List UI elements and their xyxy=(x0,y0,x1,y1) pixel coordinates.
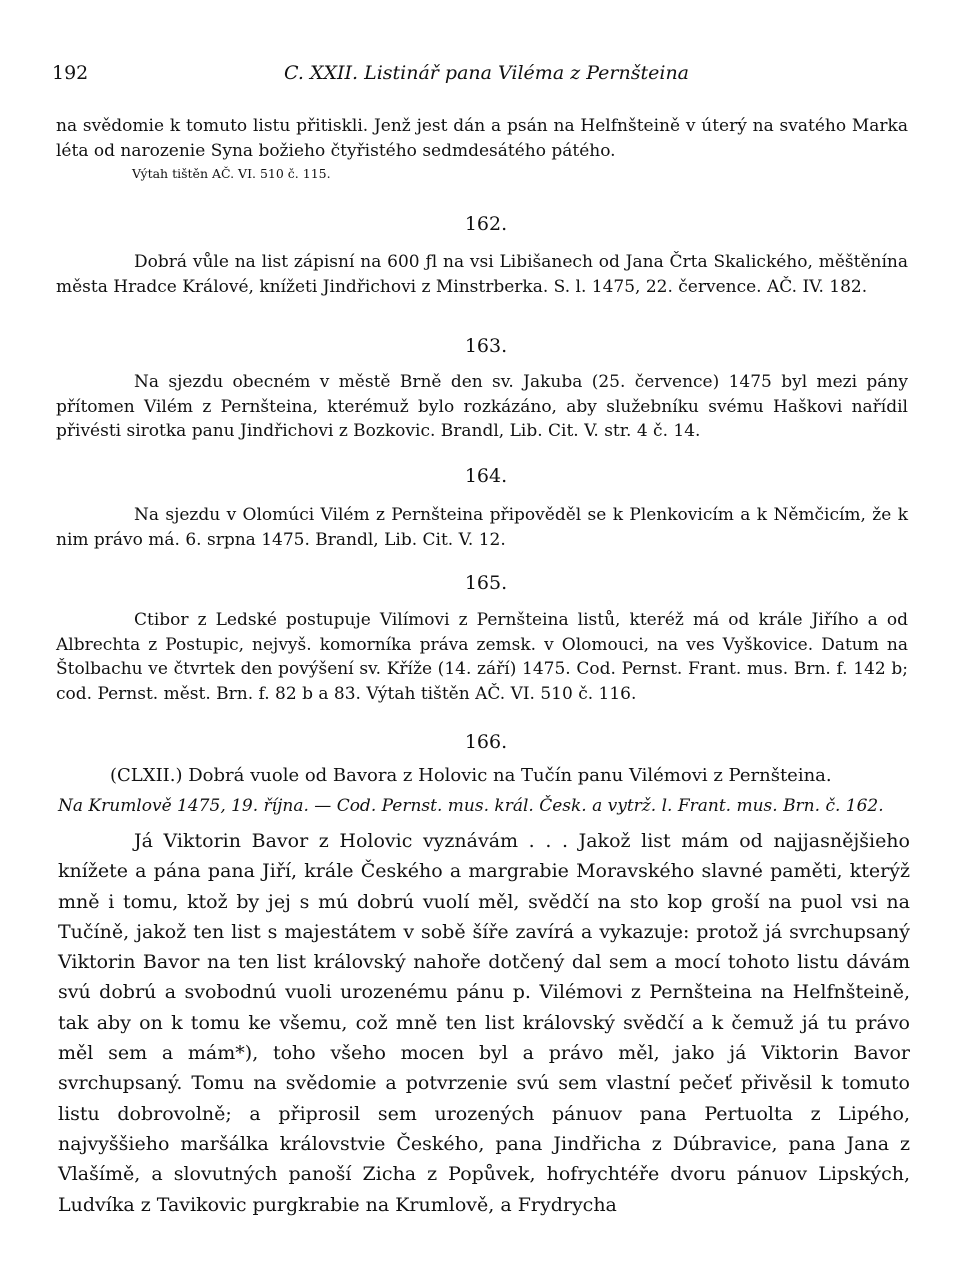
charter-text: Já Viktorin Bavor z Holovic vyznávám . . . Jakož list mám od najjasnějšieho knížete a pána pana Jiří, krále Českého a margrabie Moravského slavné paměti, kterýž mně i tomu, ktož by jej s mú dobrú vuolí měl, svědčí na sto kop groší na puol vsi na Tučíně, jakož ten list s majestátem v sobě šíře zavírá a vykazuje: protož já svrchupsaný Viktorin Bavor na ten list královský nahoře dotčený dal sem a mocí tohoto listu dávám svú dobrú a svobodnú vuoli urozenému pánu p. Vilémovi z Pernšteina na Helfnšteině, tak aby on k tomu ke všemu, což mně ten list královský svědčí a k čemuž já tu právo měl sem a mám*), toho všeho mocen byl a právo měl, jako já Viktorin Bavor svrchupsaný. Tomu na svědomie a potvrzenie svú sem vlastní pečeť přivěsil k tomuto listu dobrovolně; a připrosil sem urozených pánuov pana Pertuolta z Lipého, najvyššieho maršálka královstvie Českého, pana Jindřicha z Dúbravice, pana Jana z Vlašímě, a slovutných panoší Zicha z Popůvek, hofrychtéře dvoru pánuov Lipských, Ludvíka z Tavikovic purgkrabie na Krumlově, a Frydrycha xyxy=(58,830,910,1216)
running-title: C. XXII. Listinář pana Viléma z Pernšteina xyxy=(284,62,690,84)
entry-text: Na sjezdu v Olomúci Vilém z Pernšteina připověděl se k Plenkovicím a k Němčicím, že k nim právo má. 6. srpna 1475. Brandl, Lib. Cit. V. 12. xyxy=(56,505,908,550)
entry-note: Výtah tištěn AČ. VI. 510 č. 115. xyxy=(132,166,331,181)
entry-166 xyxy=(58,763,910,1220)
entry-number: 162. xyxy=(464,213,508,235)
entry-165 xyxy=(56,608,908,706)
entry-source: Na Krumlově 1475, 19. října. — Cod. Pernst. mus. král. Česk. a vytrž. l. Frant. mus. Brn. č. 162. xyxy=(58,796,884,816)
entry-text: Dobrá vůle na list zápisní na 600 ƒl na vsi Libišanech od Jana Črta Skalického, měštěnína města Hradce Králové, knížeti Jindřichovi z Minstrberka. S. l. 1475, 22. července. AČ. IV. 182. xyxy=(56,252,908,297)
entry-text: na svědomie k tomuto listu přitiskli. Jenž jest dán a psán na Helfnšteině v úterý na svatého Marka léta od narozenie Syna božieho čtyřistého sedmdesátého pátého. xyxy=(56,116,908,161)
entry-text: Ctibor z Ledské postupuje Vilímovi z Pernšteina listů, kteréž má od krále Jiřího a od Albrechta z Postupic, nejvyš. komorníka práva zemsk. v Olomouci, na ves Vyškovice. Datum na Štolbachu ve čtvrtek den povýšení sv. Kříže (14. září) 1475. Cod. Pernst. Frant. mus. Brn. f. 142 b; cod. Pernst. měst. Brn. f. 82 b a 83. Výtah tištěn AČ. VI. 510 č. 116. xyxy=(56,610,908,704)
page-header xyxy=(52,62,910,90)
entry-164 xyxy=(56,503,908,552)
entry-text: Na sjezdu obecném v městě Brně den sv. Jakuba (25. července) 1475 byl mezi pány přítomen Vilém z Pernšteina, kterémuž bylo rozkázáno, aby služebníku svému Haškovi nařídil přivésti sirotka panu Jindřichovi z Bozkovic. Brandl, Lib. Cit. V. str. 4 č. 14. xyxy=(56,372,908,441)
entry-title: (CLXII.) Dobrá vuole od Bavora z Holovic na Tučín panu Vilémovi z Pernšteina. xyxy=(110,765,832,786)
entry-163 xyxy=(56,370,908,444)
entry-number: 163. xyxy=(464,335,508,357)
entry-number: 164. xyxy=(464,465,508,487)
entry-number: 166. xyxy=(464,731,508,753)
entry-continuation xyxy=(56,114,908,183)
entry-number: 165. xyxy=(464,572,508,594)
entry-162 xyxy=(56,250,908,299)
page-number: 192 xyxy=(52,62,89,84)
